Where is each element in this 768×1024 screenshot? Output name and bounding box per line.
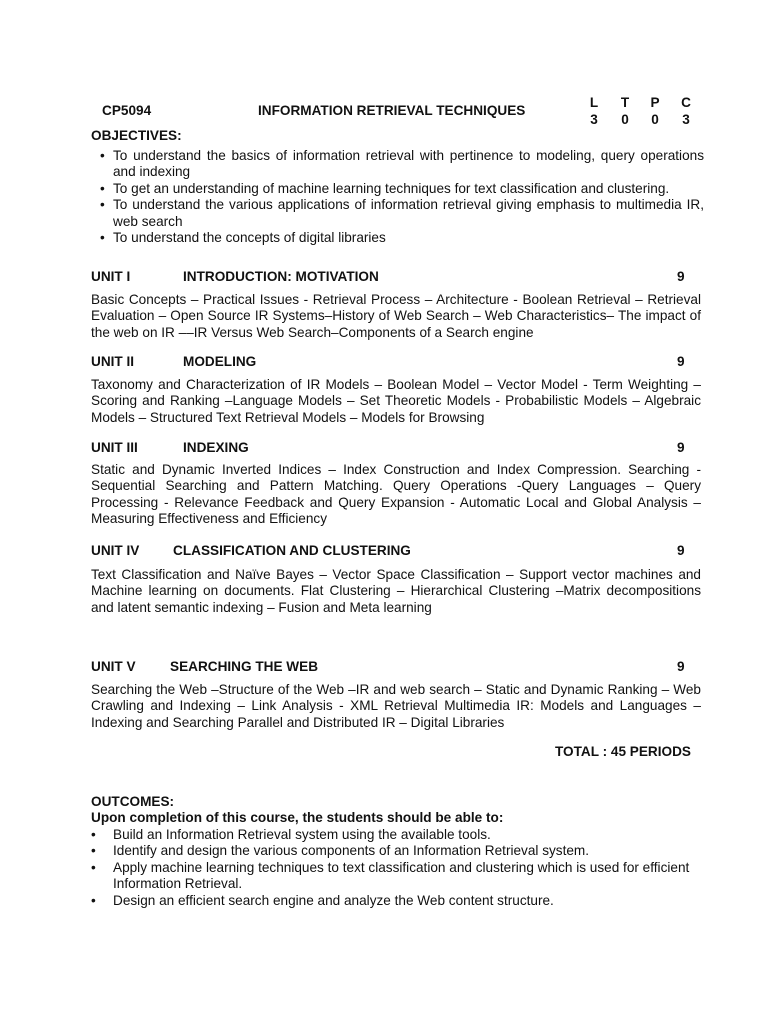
unit-5-hours: 9: [677, 659, 685, 674]
ltpc-value-p: 0: [651, 112, 659, 127]
unit-4-hours: 9: [677, 543, 685, 558]
outcome-item: • Build an Information Retrieval system using the available tools.: [91, 827, 491, 842]
unit-5-body: Searching the Web –Structure of the Web –IR and web search – Static and Dynamic Ranking – Web Crawling and Indexing – Link Analysis - XML Retrieval Multimedia IR: Models and Languages – Indexing and Searching Parallel and Distributed IR – Digital Libraries: [91, 682, 701, 730]
objectives-list: [96, 148, 704, 246]
unit-5-label: UNIT V: [91, 659, 136, 674]
outcome-item: • Apply machine learning techniques to text classification and clustering which is used for efficient Information Retrieval.: [91, 859, 690, 892]
bullet-icon: •: [91, 892, 96, 908]
unit-3-hours: 9: [677, 440, 685, 455]
unit-1-title: INTRODUCTION: MOTIVATION: [183, 269, 379, 284]
ltpc-label-p: P: [650, 95, 660, 110]
unit-3-body: Static and Dynamic Inverted Indices – Index Construction and Index Compression. Searching - Sequential Searching and Pattern Matching. Query Operations -Query Languages – Query Processing - Relevance Feedback and Query Expansion - Automatic Local and Global Analysis – Measuring Effectiveness and Efficiency: [91, 462, 701, 527]
ltpc-label-c: C: [681, 95, 691, 110]
unit-2-title: MODELING: [183, 354, 257, 369]
unit-3-label: UNIT III: [91, 440, 138, 455]
unit-4-body: Text Classification and Naïve Bayes – Vector Space Classification – Support vector machines and Machine learning on documents. Flat Clustering – Hierarchical Clustering –Matrix decompositions and latent semantic indexing – Fusion and Meta learning: [91, 567, 701, 615]
unit-1-label: UNIT I: [91, 269, 131, 284]
unit-3-title: INDEXING: [183, 440, 249, 455]
bullet-icon: •: [100, 148, 105, 163]
total-periods: TOTAL : 45 PERIODS: [555, 744, 691, 759]
unit-4-label: UNIT IV: [91, 543, 140, 558]
bullet-icon: •: [100, 197, 105, 213]
unit-2-hours: 9: [677, 354, 685, 369]
objective-item: • To understand the concepts of digital libraries: [100, 230, 386, 246]
unit-2-body: Taxonomy and Characterization of IR Models – Boolean Model – Vector Model - Term Weighting – Scoring and Ranking –Language Models – Set Theoretic Models - Probabilistic Models – Algebraic Models – Structured Text Retrieval Models – Models for Browsing: [91, 377, 701, 425]
ltpc-label-l: L: [589, 95, 599, 110]
ltpc-value-l: 3: [590, 112, 598, 127]
objective-item: • To understand the basics of information retrieval with pertinence to modeling, query operations and indexing: [100, 148, 704, 180]
bullet-icon: •: [91, 859, 96, 875]
outcomes-intro: Upon completion of this course, the students should be able to:: [91, 810, 504, 825]
unit-1-body: Basic Concepts – Practical Issues - Retrieval Process – Architecture - Boolean Retrieval – Retrieval Evaluation – Open Source IR Systems–History of Web Search – Web Characteristics– The impact of the web on IR ––IR Versus Web Search–Components of a Search engine: [91, 292, 701, 340]
objective-item: • To understand the various applications of information retrieval giving emphasis to multimedia IR, web search: [100, 197, 704, 229]
unit-1-hours: 9: [677, 269, 685, 284]
course-code: CP5094: [102, 103, 152, 118]
ltpc-value-t: 0: [621, 112, 629, 127]
bullet-icon: •: [91, 827, 96, 842]
unit-5-title: SEARCHING THE WEB: [170, 659, 319, 674]
unit-4-title: CLASSIFICATION AND CLUSTERING: [173, 543, 411, 558]
unit-2-label: UNIT II: [91, 354, 135, 369]
outcome-item: • Design an efficient search engine and analyze the Web content structure.: [91, 892, 554, 908]
outcomes-heading: OUTCOMES:: [91, 794, 175, 809]
ltpc-label-t: T: [620, 95, 630, 110]
bullet-icon: •: [91, 843, 96, 859]
ltpc-value-c: 3: [682, 112, 690, 127]
outcomes-list: [91, 827, 703, 909]
course-title: INFORMATION RETRIEVAL TECHNIQUES: [258, 103, 526, 118]
objective-item: • To get an understanding of machine learning techniques for text classification and clustering.: [100, 180, 670, 196]
outcome-item: • Identify and design the various components of an Information Retrieval system.: [91, 843, 590, 859]
bullet-icon: •: [100, 180, 105, 196]
objectives-heading: OBJECTIVES:: [91, 128, 182, 143]
bullet-icon: •: [100, 230, 105, 246]
